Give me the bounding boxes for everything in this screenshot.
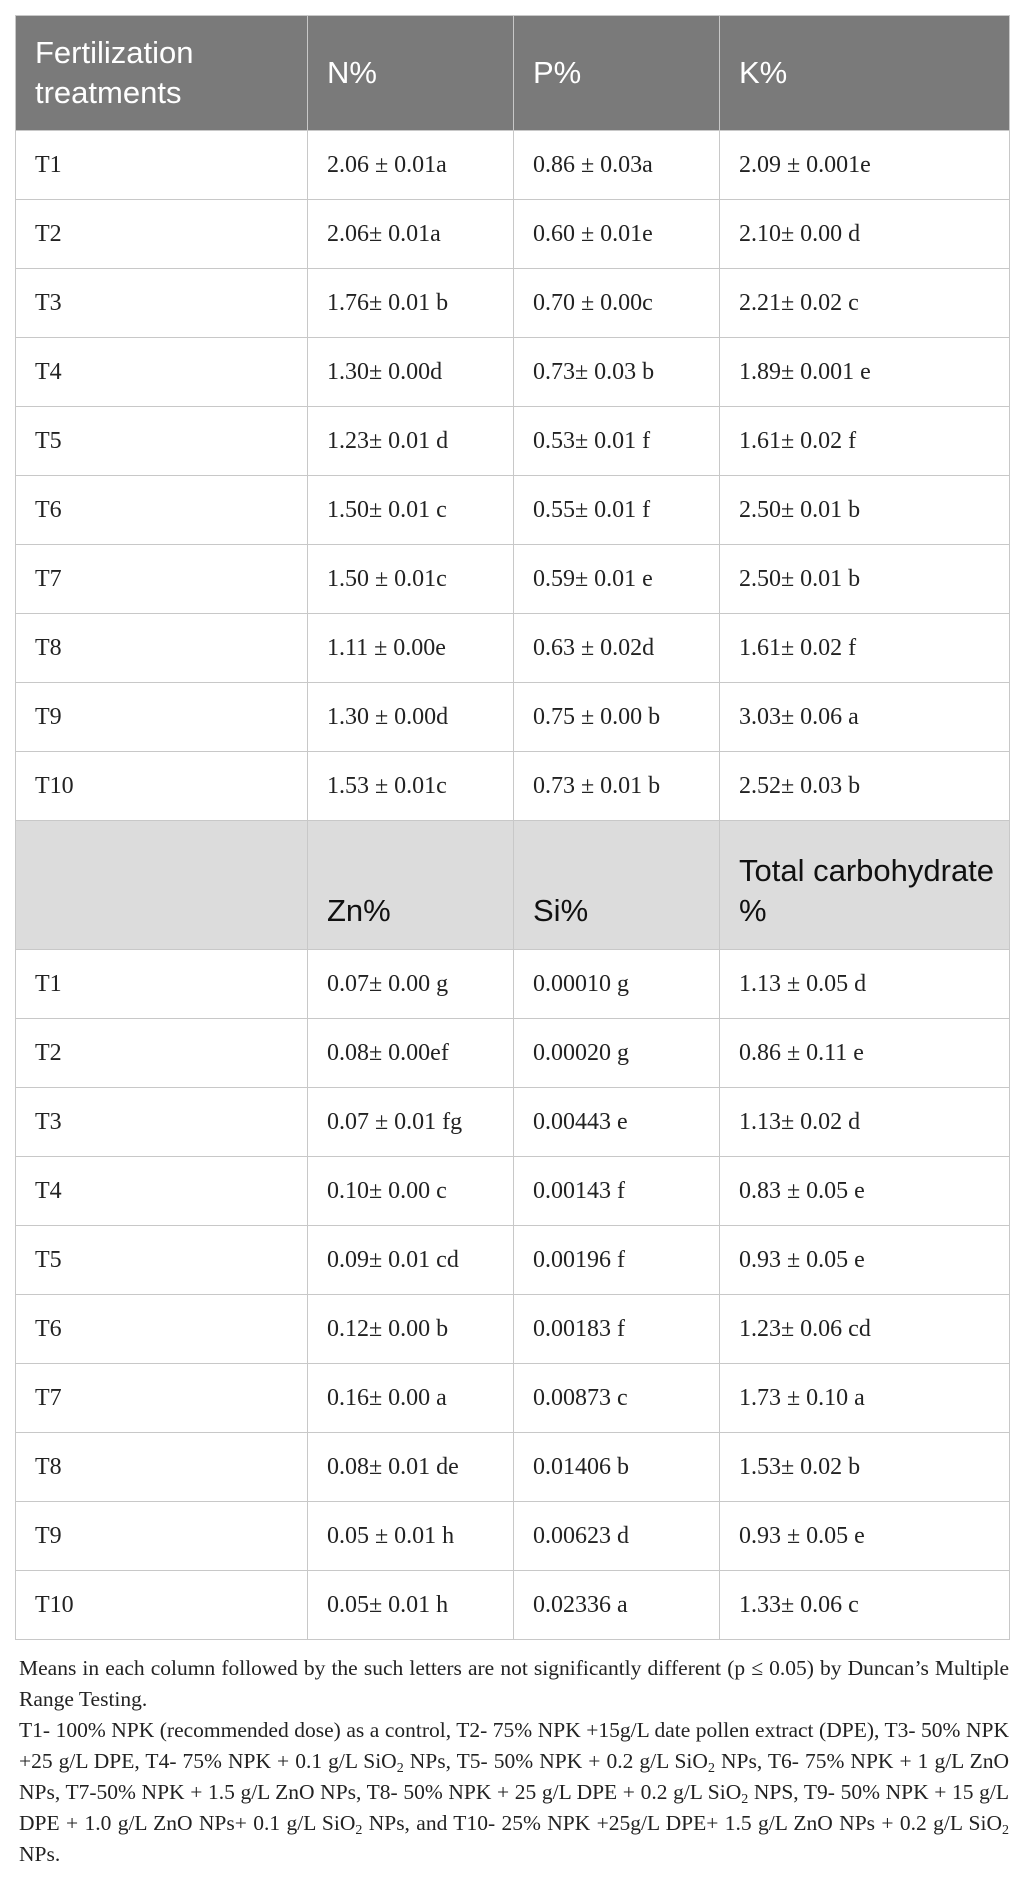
subscript-two: 2 [1002, 1823, 1009, 1838]
table-cell: 0.01406 b [514, 1433, 720, 1502]
table-cell: 0.55± 0.01 f [514, 476, 720, 545]
table-cell: 0.59± 0.01 e [514, 545, 720, 614]
table-cell: 0.02336 a [514, 1571, 720, 1640]
table-cell: 0.00623 d [514, 1502, 720, 1571]
table-row [16, 407, 1010, 476]
subscript-two: 2 [355, 1823, 363, 1838]
table-cell: 1.11 ± 0.00e [308, 614, 514, 683]
table-cell: 0.75 ± 0.00 b [514, 683, 720, 752]
table-cell: T1 [16, 131, 308, 200]
table-cell: 0.00010 g [514, 950, 720, 1019]
table-cell: 0.63 ± 0.02d [514, 614, 720, 683]
table-cell: 0.12± 0.00 b [308, 1295, 514, 1364]
table-cell: 0.93 ± 0.05 e [720, 1226, 1010, 1295]
table-cell: 0.00183 f [514, 1295, 720, 1364]
table-cell: 0.16± 0.00 a [308, 1364, 514, 1433]
table-row [16, 1157, 1010, 1226]
table-cell: 0.60 ± 0.01e [514, 200, 720, 269]
nutrient-table [15, 15, 1010, 1640]
header-n: N% [308, 16, 514, 131]
table-cell: 1.76± 0.01 b [308, 269, 514, 338]
table-cell: 0.93 ± 0.05 e [720, 1502, 1010, 1571]
table-cell: 1.30 ± 0.00d [308, 683, 514, 752]
table-row [16, 131, 1010, 200]
table-cell: 0.83 ± 0.05 e [720, 1157, 1010, 1226]
subheader-zn: Zn% [308, 821, 514, 950]
header-p: P% [514, 16, 720, 131]
table-cell: 1.13 ± 0.05 d [720, 950, 1010, 1019]
table-cell: 0.05± 0.01 h [308, 1571, 514, 1640]
table-cell: T2 [16, 1019, 308, 1088]
table-row [16, 752, 1010, 821]
table-cell: 1.50± 0.01 c [308, 476, 514, 545]
table-cell: 0.00873 c [514, 1364, 720, 1433]
table-cell: T1 [16, 950, 308, 1019]
table-cell: 2.06± 0.01a [308, 200, 514, 269]
table-cell: T5 [16, 1226, 308, 1295]
table-cell: 2.06 ± 0.01a [308, 131, 514, 200]
table-cell: T5 [16, 407, 308, 476]
table-cell: 0.00020 g [514, 1019, 720, 1088]
table-row [16, 950, 1010, 1019]
table-cell: T7 [16, 545, 308, 614]
table-cell: 1.61± 0.02 f [720, 614, 1010, 683]
header-k: K% [720, 16, 1010, 131]
table-cell: 1.89± 0.001 e [720, 338, 1010, 407]
table-cell: T9 [16, 683, 308, 752]
table-cell: 0.00443 e [514, 1088, 720, 1157]
table-row [16, 1295, 1010, 1364]
table-row [16, 338, 1010, 407]
table-cell: T10 [16, 752, 308, 821]
table-cell: T6 [16, 476, 308, 545]
table-cell: 0.10± 0.00 c [308, 1157, 514, 1226]
table-cell: 0.00196 f [514, 1226, 720, 1295]
table-cell: 2.52± 0.03 b [720, 752, 1010, 821]
table-row [16, 545, 1010, 614]
table-cell: 0.86 ± 0.03a [514, 131, 720, 200]
table-cell: 1.53 ± 0.01c [308, 752, 514, 821]
table-cell: 0.07± 0.00 g [308, 950, 514, 1019]
header-treatments: Fertilization treatments [16, 16, 308, 131]
table-cell: T3 [16, 269, 308, 338]
table-cell: 1.13± 0.02 d [720, 1088, 1010, 1157]
table-row [16, 1088, 1010, 1157]
table-cell: T4 [16, 1157, 308, 1226]
table-row [16, 683, 1010, 752]
table-header-row [16, 16, 1010, 131]
table-cell: 0.05 ± 0.01 h [308, 1502, 514, 1571]
table-row [16, 1364, 1010, 1433]
table-row [16, 614, 1010, 683]
table-row [16, 1571, 1010, 1640]
footnote-significance: Means in each column followed by the such letters are not significantly different (p ≤ 0.05) by Duncan’s Multiple Range Testing. [19, 1656, 1009, 1711]
table-footnotes [15, 1653, 1009, 1870]
table-cell: T8 [16, 1433, 308, 1502]
table-cell: 0.86 ± 0.11 e [720, 1019, 1010, 1088]
subscript-two: 2 [707, 1761, 715, 1776]
table-row [16, 1226, 1010, 1295]
table-cell: 2.50± 0.01 b [720, 476, 1010, 545]
footnote-treatments: T1- 100% NPK (recommended dose) as a control, T2- 75% NPK +15g/L date pollen extract (DPE), T3- 50% NPK +25 g/L DPE, T4- 75% NPK + 0.1 g/L SiO$_2$ NPs, T5- 50% NPK + 0.2 g/L SiO$_2$ NPs, T6- 75% NPK + 1 g/L ZnO NPs, T7-50% NPK + 1.5 g/L ZnO NPs, T8- 50% NPK + 25 g/L DPE + 0.2 g/L SiO$_2$ NPS, T9- 50% NPK + 15 g/L DPE + 1.0 g/L ZnO NPs+ 0.1 g/L SiO$_2$ NPs, and T10- 25% NPK +25g/L DPE+ 1.5 g/L ZnO NPs + 0.2 g/L SiO$_2$ NPs. [19, 1718, 1009, 1866]
table-cell: 0.53± 0.01 f [514, 407, 720, 476]
table-cell: 1.53± 0.02 b [720, 1433, 1010, 1502]
table-cell: T7 [16, 1364, 308, 1433]
table-row [16, 1433, 1010, 1502]
table-cell: 2.50± 0.01 b [720, 545, 1010, 614]
table-cell: T8 [16, 614, 308, 683]
subheader-row [16, 821, 1010, 950]
subheader-carbohydrate: Total carbohydrate % [720, 821, 1010, 950]
table-cell: 0.08± 0.00ef [308, 1019, 514, 1088]
table-row [16, 1019, 1010, 1088]
table-cell: 0.73± 0.03 b [514, 338, 720, 407]
table-cell: T6 [16, 1295, 308, 1364]
table-cell: 0.07 ± 0.01 fg [308, 1088, 514, 1157]
table-cell: T2 [16, 200, 308, 269]
table-cell: 0.70 ± 0.00c [514, 269, 720, 338]
table-row [16, 1502, 1010, 1571]
table-cell: T3 [16, 1088, 308, 1157]
table-cell: 0.09± 0.01 cd [308, 1226, 514, 1295]
table-cell: T10 [16, 1571, 308, 1640]
table-cell: T4 [16, 338, 308, 407]
table-cell: 1.73 ± 0.10 a [720, 1364, 1010, 1433]
table-cell: 1.23± 0.01 d [308, 407, 514, 476]
table-row [16, 476, 1010, 545]
subscript-two: 2 [741, 1792, 749, 1807]
table-row [16, 269, 1010, 338]
table-cell: 2.21± 0.02 c [720, 269, 1010, 338]
table-cell: 2.09 ± 0.001e [720, 131, 1010, 200]
subheader-si: Si% [514, 821, 720, 950]
table-row [16, 200, 1010, 269]
table-cell: 0.73 ± 0.01 b [514, 752, 720, 821]
table-cell: 0.08± 0.01 de [308, 1433, 514, 1502]
nutrient-table-container [15, 15, 1010, 1870]
subheader-blank [16, 821, 308, 950]
table-cell: 1.30± 0.00d [308, 338, 514, 407]
table-cell: 1.61± 0.02 f [720, 407, 1010, 476]
table-cell: 3.03± 0.06 a [720, 683, 1010, 752]
subscript-two: 2 [396, 1761, 404, 1776]
table-cell: 1.50 ± 0.01c [308, 545, 514, 614]
table-cell: T9 [16, 1502, 308, 1571]
table-cell: 1.23± 0.06 cd [720, 1295, 1010, 1364]
table-cell: 2.10± 0.00 d [720, 200, 1010, 269]
table-cell: 0.00143 f [514, 1157, 720, 1226]
table-cell: 1.33± 0.06 c [720, 1571, 1010, 1640]
